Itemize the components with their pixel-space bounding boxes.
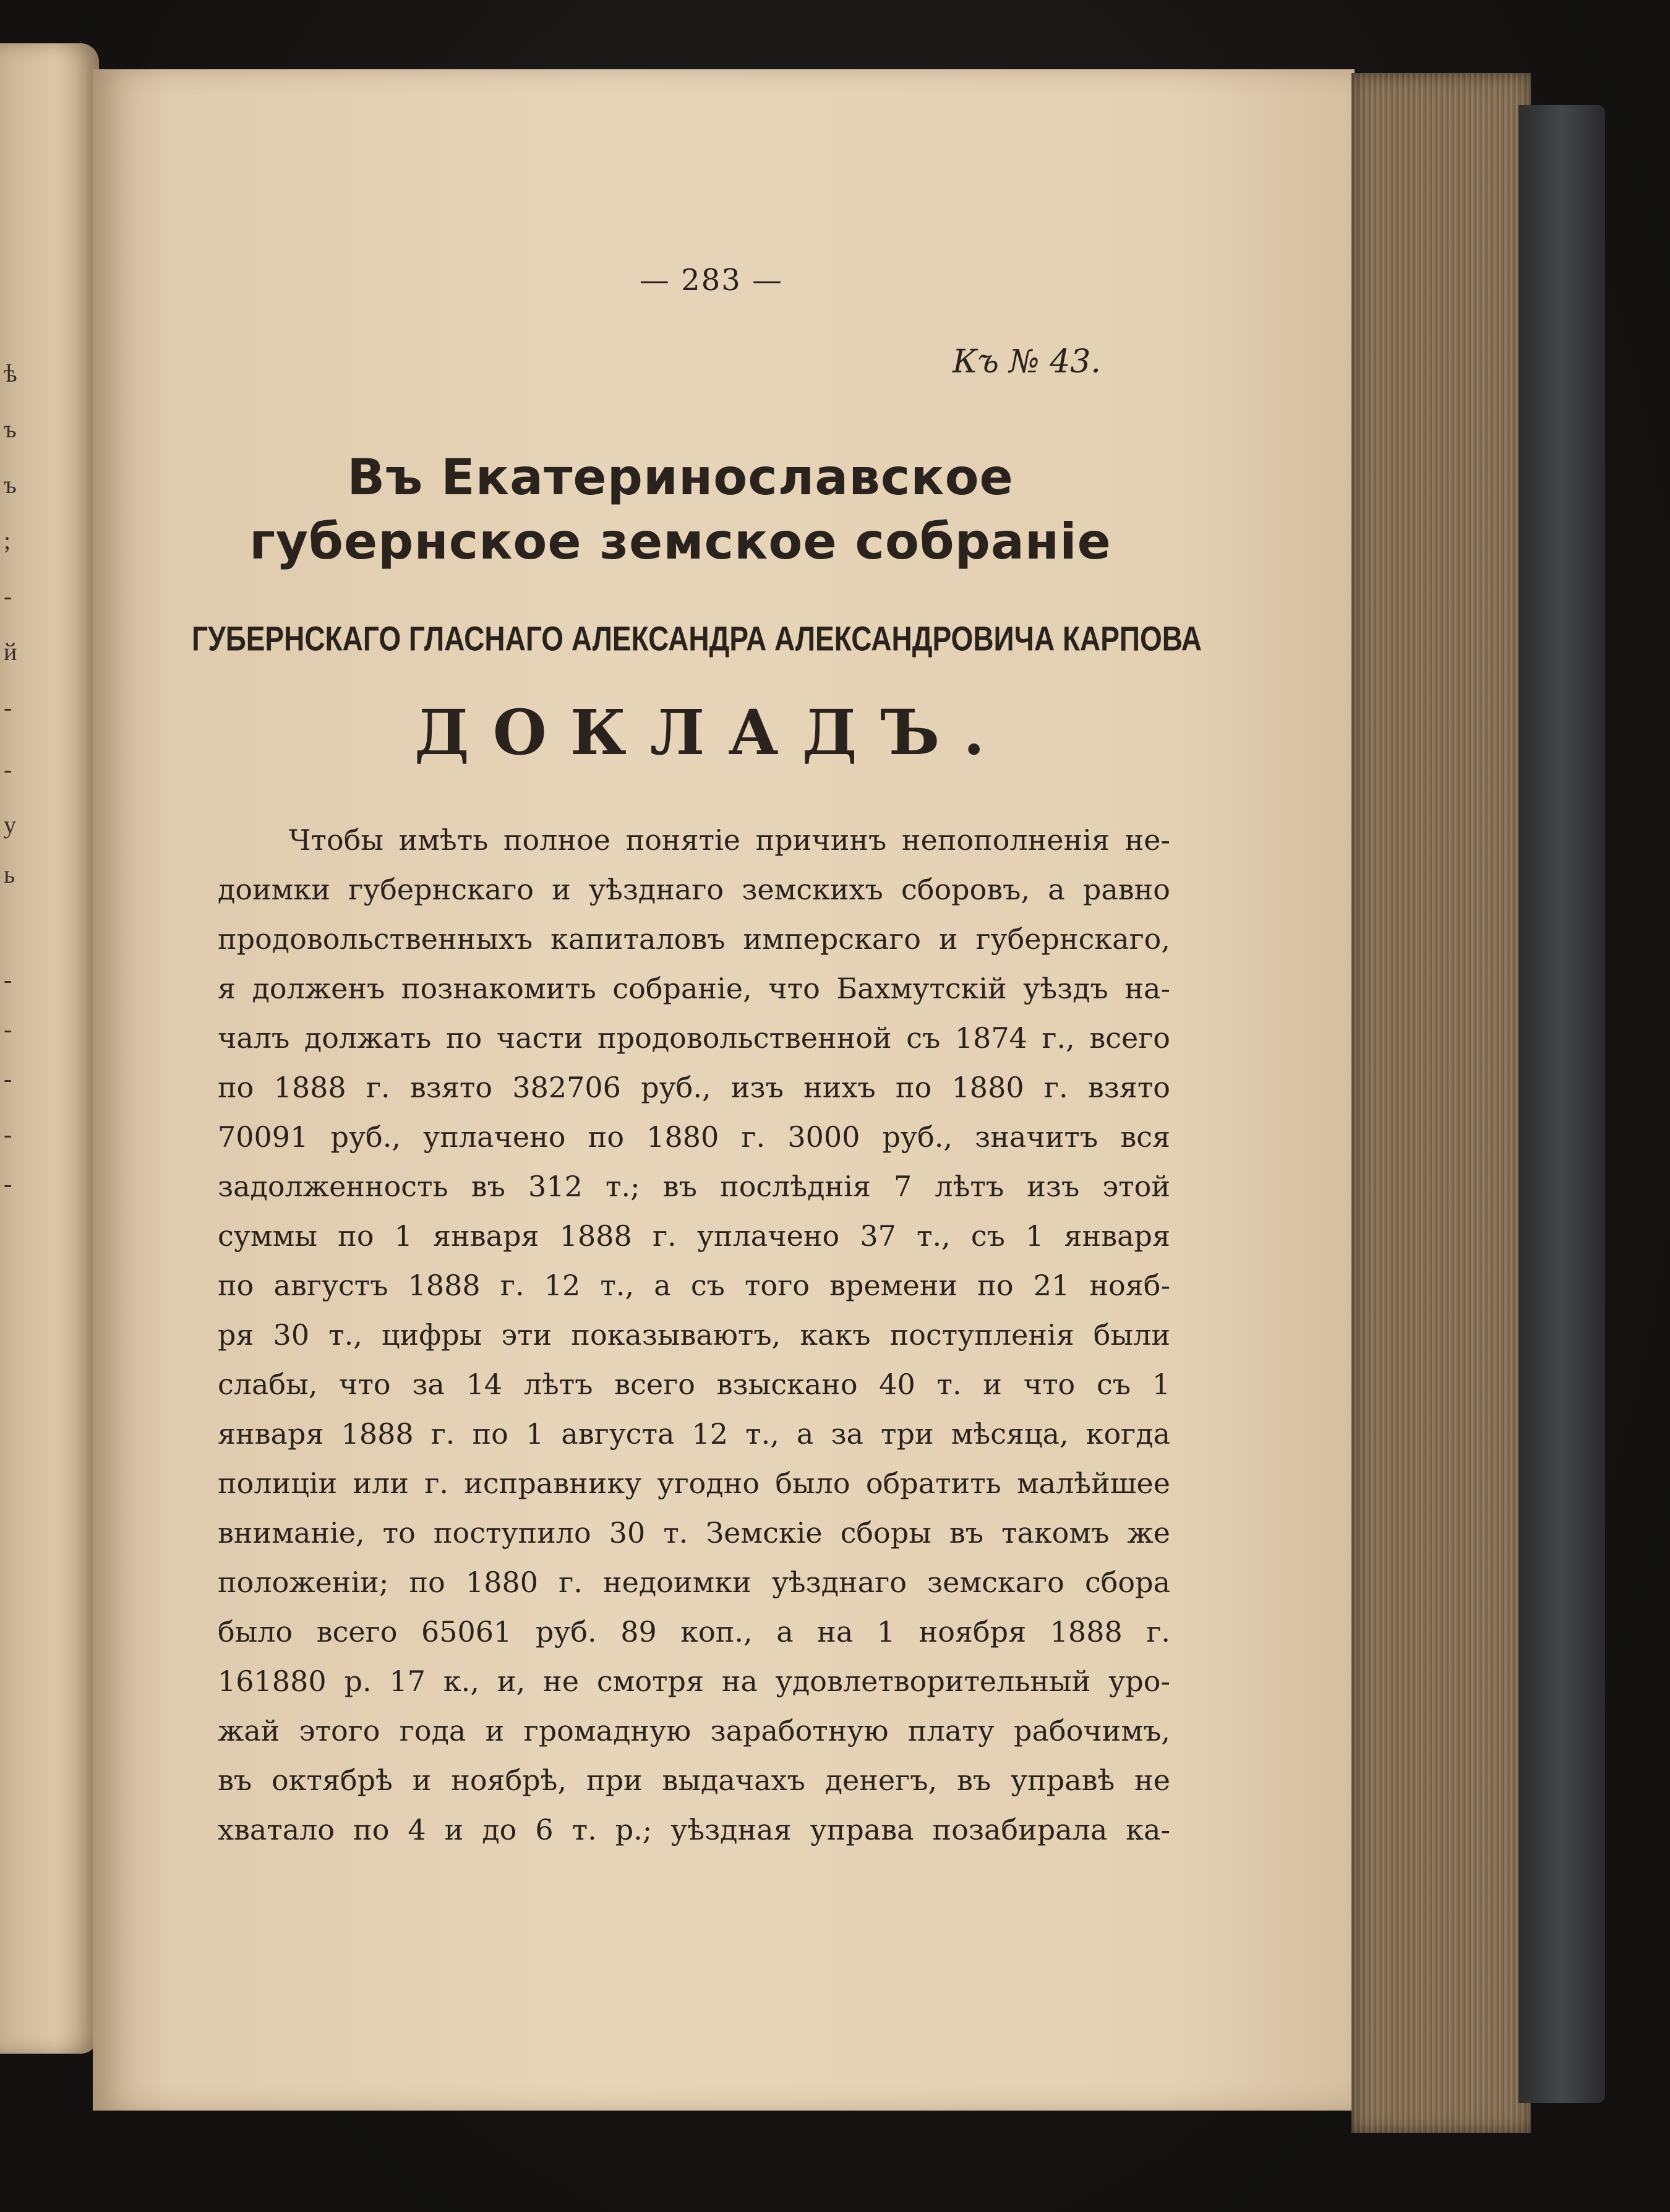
- left-fragment: -: [4, 1120, 12, 1148]
- left-fragment: ;: [4, 526, 11, 554]
- book-cover: [1518, 105, 1605, 2103]
- left-fragment: -: [4, 1170, 12, 1198]
- report-heading: ДОКЛАДЪ.: [414, 696, 1009, 769]
- left-fragment: -: [4, 966, 12, 993]
- previous-page-edge: [0, 43, 99, 2054]
- body-line: было всего 65061 руб. 89 коп., а на 1 ноября 1888 г.: [218, 1615, 1170, 1648]
- body-line: жай этого года и громадную заработную плату рабочимъ,: [218, 1714, 1170, 1747]
- left-fragment: -: [4, 1015, 12, 1043]
- body-line: слабы, что за 14 лѣтъ всего взыскано 40 т. и что съ 1: [218, 1368, 1170, 1401]
- author-line: ГУБЕРНСКАГО ГЛАСНАГО АЛЕКСАНДРА АЛЕКСАНДРОВИЧА КАРПОВА: [192, 619, 1202, 658]
- body-line: января 1888 г. по 1 августа 12 т., а за три мѣсяца, когда: [218, 1417, 1170, 1451]
- body-text: [218, 815, 1170, 1854]
- body-line: 70091 руб., уплачено по 1880 г. 3000 руб., значитъ вся: [218, 1120, 1170, 1154]
- left-fragment: й: [4, 638, 17, 666]
- body-line: доимки губернскаго и уѣзднаго земскихъ сборовъ, а равно: [218, 873, 1170, 906]
- document-reference: Къ № 43.: [953, 343, 1101, 380]
- left-fragment: -: [4, 582, 12, 610]
- left-fragment: -: [4, 1065, 12, 1092]
- page-number: — 283 —: [639, 263, 784, 298]
- body-line: полиціи или г. исправнику угодно было обратить малѣйшее: [218, 1467, 1170, 1500]
- body-line: ря 30 т., цифры эти показываютъ, какъ поступленія были: [218, 1318, 1170, 1352]
- document-title: Въ Екатеринославское губернское земское собраніе: [249, 448, 1111, 570]
- body-line: вниманіе, то поступило 30 т. Земскіе сборы въ такомъ же: [218, 1516, 1170, 1550]
- body-line: чалъ должать по части продовольственной съ 1874 г., всего: [218, 1021, 1170, 1055]
- left-fragment: -: [4, 693, 12, 721]
- body-line: по августъ 1888 г. 12 т., а съ того времени по 21 нояб-: [218, 1269, 1170, 1302]
- body-line: въ октябрѣ и ноябрѣ, при выдачахъ денегъ, въ управѣ не: [218, 1764, 1170, 1797]
- left-fragment: -: [4, 755, 12, 783]
- page-stack-edges: [1351, 73, 1531, 2133]
- body-line: задолженность въ 312 т.; въ послѣднія 7 лѣтъ изъ этой: [218, 1170, 1170, 1203]
- body-line: 161880 р. 17 к., и, не смотря на удовлетворительный уро-: [218, 1665, 1170, 1698]
- left-fragment: ь: [4, 860, 15, 888]
- left-fragment: ъ: [4, 471, 17, 499]
- body-line: положеніи; по 1880 г. недоимки уѣзднаго земскаго сбора: [218, 1566, 1170, 1599]
- left-fragment: ъ: [4, 415, 17, 443]
- body-line: Чтобы имѣть полное понятіе причинъ непополненія не-: [289, 823, 1170, 857]
- left-fragment: ѣ: [4, 359, 17, 387]
- body-line: продовольственныхъ капиталовъ имперскаго и губернскаго,: [218, 922, 1170, 956]
- body-line: суммы по 1 января 1888 г. уплачено 37 т., съ 1 января: [218, 1219, 1170, 1253]
- body-line: хватало по 4 и до 6 т. р.; уѣздная управа позабирала ка-: [218, 1813, 1170, 1846]
- left-fragment: у: [4, 811, 16, 839]
- body-line: я долженъ познакомить собраніе, что Бахмутскій уѣздъ на-: [218, 972, 1170, 1005]
- body-line: по 1888 г. взято 382706 руб., изъ нихъ по 1880 г. взято: [218, 1071, 1170, 1104]
